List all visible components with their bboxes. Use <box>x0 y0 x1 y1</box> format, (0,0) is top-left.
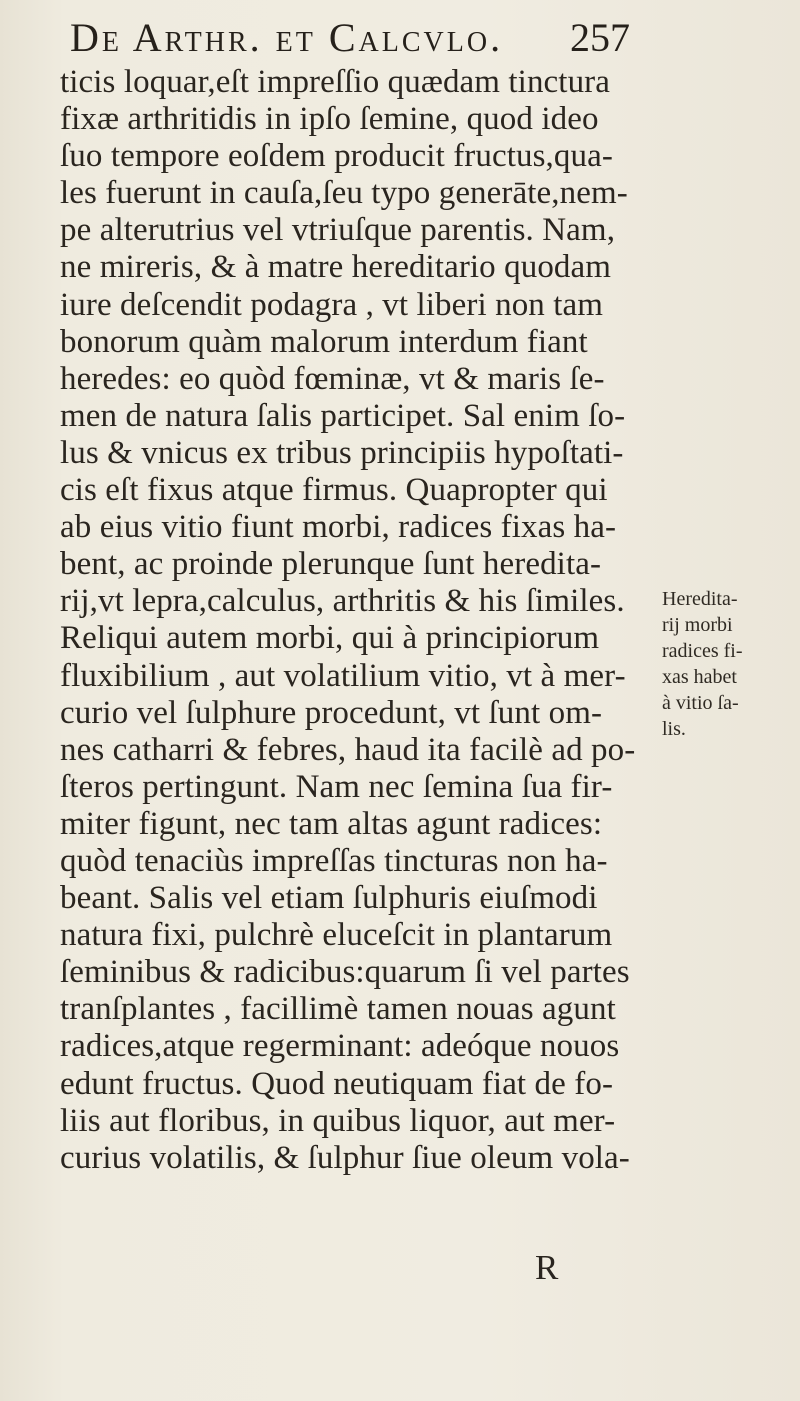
text-line: beant. Salis vel etiam ſulphuris eiuſmodi <box>60 880 598 917</box>
text-line: cis eſt fixus atque firmus. Quapropter qui <box>60 472 608 509</box>
text-line: rij,vt lepra,calculus, arthritis & his ſimiles. <box>60 583 625 620</box>
marginal-note-line: Heredita- <box>662 588 738 610</box>
text-line: ab eius vitio fiunt morbi, radices fixas ha- <box>60 509 617 546</box>
text-line: bent, ac proinde plerunque ſunt heredita- <box>60 546 602 583</box>
text-line: ticis loquar,eſt impreſſio quædam tinctura <box>60 64 611 100</box>
text-line: miter figunt, nec tam altas agunt radices: <box>60 805 603 842</box>
main-text-block <box>60 64 660 1177</box>
marginal-note-line: lis. <box>662 718 686 740</box>
text-line: Reliqui autem morbi, qui à principiorum <box>60 620 600 657</box>
marginal-note <box>662 586 796 742</box>
running-head <box>70 14 630 66</box>
text-line: lus & vnicus ex tribus principiis hypoſtati- <box>60 434 624 471</box>
text-line: curius volatilis, & ſulphur ſiue oleum vola- <box>60 1139 630 1176</box>
text-line: curio vel ſulphure procedunt, vt ſunt om- <box>60 694 603 731</box>
marginal-note-line: xas habet <box>662 666 737 688</box>
text-line: ne mireris, & à matre hereditario quodam <box>60 249 612 286</box>
text-line: pe alterutrius vel vtriuſque parentis. Nam, <box>60 212 616 249</box>
text-line: natura fixi, pulchrè eluceſcit in plantarum <box>60 917 613 954</box>
page-number: 257 <box>570 15 630 60</box>
text-line: ſeminibus & radicibus:quarum ſi vel partes <box>60 954 630 991</box>
text-line: ſuo tempore eoſdem producit fructus,qua- <box>60 138 613 175</box>
text-line: fixæ arthritidis in ipſo ſemine, quod ideo <box>60 101 599 138</box>
text-line: fluxibilium , aut volatilium vitio, vt à mer- <box>60 657 626 694</box>
text-line: ſteros pertingunt. Nam nec ſemina ſua fir- <box>60 768 613 805</box>
text-line: tranſplantes , facillimè tamen nouas agunt <box>60 991 616 1028</box>
text-line: men de natura ſalis participet. Sal enim ſo- <box>60 397 626 434</box>
marginal-note-line: à vitio ſa- <box>662 692 739 714</box>
running-title: De Arthr. et Calcvlo. <box>70 15 504 60</box>
text-line: liis aut floribus, in quibus liquor, aut mer- <box>60 1102 616 1139</box>
marginal-note-line: rij morbi <box>662 614 733 636</box>
text-line: heredes: eo quòd fœminæ, vt & maris ſe- <box>60 360 605 397</box>
text-line: radices,atque regerminant: adeóque nouos <box>60 1028 620 1065</box>
text-line: iure deſcendit podagra , vt liberi non tam <box>60 286 604 323</box>
text-line: edunt fructus. Quod neutiquam fiat de fo- <box>60 1065 614 1102</box>
text-line: quòd tenaciùs impreſſas tincturas non ha- <box>60 842 608 879</box>
text-line: bonorum quàm malorum interdum fiant <box>60 323 588 360</box>
text-line: nes catharri & febres, haud ita facilè ad po- <box>60 731 636 768</box>
catchword: R <box>535 1248 559 1287</box>
marginal-note-line: radices fi- <box>662 640 743 662</box>
text-line: les fuerunt in cauſa,ſeu typo generāte,nem- <box>60 175 628 212</box>
